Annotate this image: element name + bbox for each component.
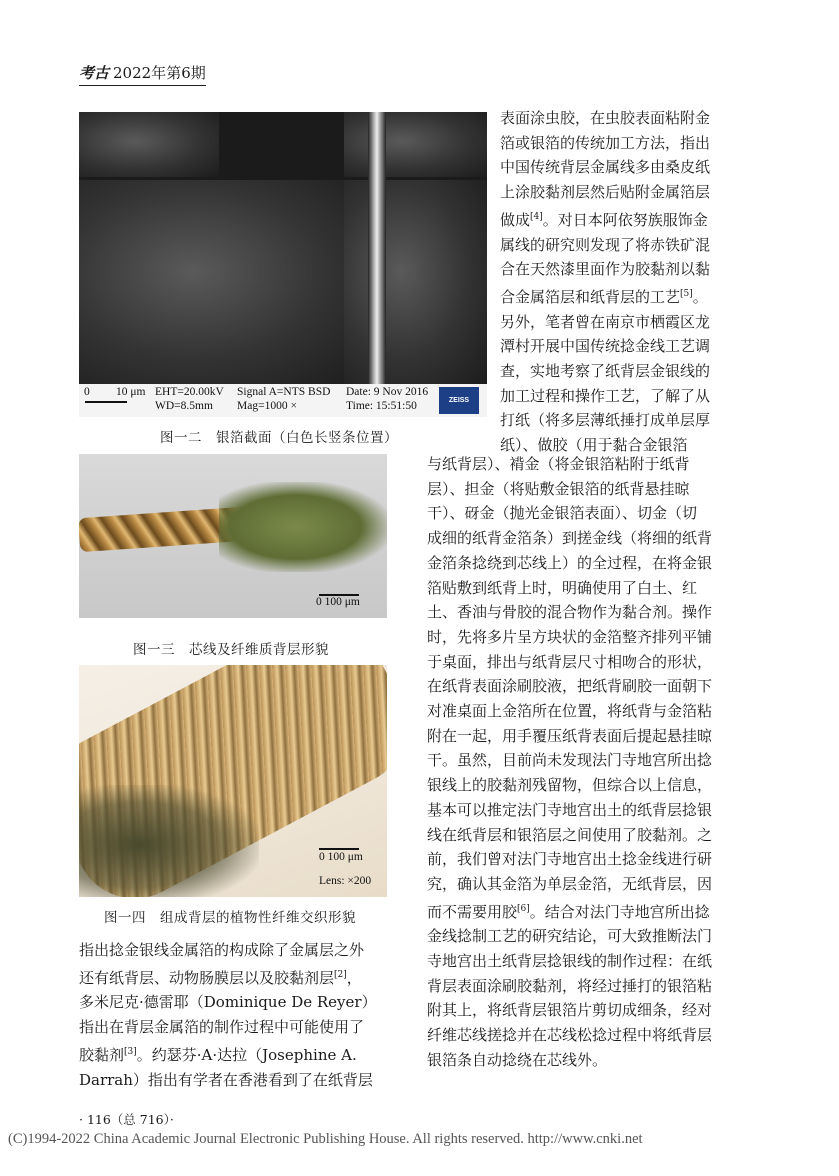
text-line: 做成[4]。对日本阿依努族服饰金	[500, 210, 708, 229]
text-line: 纸）、做胶（用于黏合金银箔	[500, 436, 688, 455]
text-line: 金线捻制工艺的研究结论，可大致推断法门	[427, 927, 713, 946]
text-line: 而不需要用胶[6]。结合对法门寺地宫所出捻	[427, 902, 710, 921]
text-line: 线在纸背层和银箔层之间使用了胶黏剂。之	[427, 825, 713, 844]
sem-image	[79, 112, 487, 417]
text-line: 另外，笔者曾在南京市栖霞区龙	[500, 312, 711, 331]
fiber-backing	[219, 482, 387, 572]
text-line: 层）、担金（将贴敷金银箔的纸背悬挂晾	[427, 479, 690, 498]
scale-bar	[85, 401, 127, 403]
left-column-text	[79, 938, 399, 1092]
text-line: 查，实地考察了纸背层金银线的	[500, 362, 711, 381]
text-line: 指出捻金银线金属箔的构成除了金属层之外	[79, 941, 365, 959]
scale-bar	[319, 848, 359, 850]
sem-panel	[344, 112, 487, 177]
text-line: 究，确认其金箔为单层金箔，无纸背层，因	[427, 874, 713, 893]
text-line: 属线的研究则发现了将赤铁矿混	[500, 235, 711, 254]
dark-region	[79, 785, 259, 897]
sem-panel	[344, 180, 487, 384]
text-line: 合金属箔层和纸背层的工艺[5]。	[500, 287, 708, 306]
sem-panel	[79, 112, 219, 177]
text-line: 基本可以推定法门寺地宫出土的纸背层捻银	[427, 800, 713, 819]
text-line: 寺地宫出土纸背层捻银线的制作过程：在纸	[427, 952, 713, 971]
scale-bar	[319, 594, 359, 596]
text-line: 箔或银箔的传统加工方法，指出	[500, 133, 711, 152]
date-value: Date: 9 Nov 2016	[346, 386, 429, 398]
journal-header	[79, 62, 206, 86]
scale-label: 0 100 μm	[316, 596, 360, 608]
fiber-image	[79, 665, 387, 897]
text-line: 于桌面，排出与纸背层尺寸相吻合的形状，	[427, 652, 713, 671]
zeiss-logo: ZEISS	[439, 387, 479, 414]
copyright-footer: (C)1994-2022 China Academic Journal Electronic Publishing House. All rights reserved. http://www.cnki.net	[8, 1131, 643, 1147]
text-line: 还有纸背层、动物肠膜层以及胶黏剂层[2]，	[79, 968, 362, 987]
scale-label: 0 100 μm	[319, 851, 363, 863]
text-line: 银线上的胶黏剂残留物，但综合以上信息，	[427, 776, 713, 795]
sem-panel	[79, 180, 365, 384]
text-line: 胶黏剂[3]。约瑟芬·A·达拉（Josephine A.	[79, 1045, 357, 1064]
figure-13-caption: 图一三 芯线及纤维质背层形貌	[133, 642, 329, 658]
text-line: 金箔条捻绕到芯线上）的全过程，在将金银	[427, 553, 713, 572]
lens-label: Lens: ×200	[319, 875, 372, 887]
sem-info-bar	[79, 384, 487, 417]
figure-12-caption: 图一二 银箔截面（白色长竖条位置）	[160, 430, 398, 446]
text-line: 表面涂虫胶，在虫胶表面粘附金	[500, 109, 711, 127]
thread-image	[79, 454, 387, 618]
text-line: 银箔条自动捻绕在芯线外。	[427, 1050, 608, 1069]
wd-value: WD=8.5mm	[155, 400, 213, 412]
text-line: 时，先将多片呈方块状的金箔整齐排列平铺	[427, 627, 713, 646]
silver-foil-strip	[368, 112, 386, 384]
text-line: 与纸背层）、褙金（将金银箔粘附于纸背	[427, 455, 690, 473]
page-number: · 116（总 716）·	[79, 1112, 174, 1127]
text-line: 多米尼克·德雷耶（Dominique De Reyer）	[79, 993, 377, 1012]
text-line: 土、香油与骨胶的混合物作为黏合剂。操作	[427, 603, 713, 622]
scale-zero: 0	[84, 386, 90, 398]
text-line: 成细的纸背金箔条）到搓金线（将细的纸背	[427, 529, 713, 548]
mag-value: Mag=1000 ×	[237, 400, 297, 412]
text-line: 对准桌面上金箔所在位置，将纸背与金箔粘	[427, 702, 713, 721]
eht-value: EHT=20.00kV	[155, 386, 224, 398]
text-line: 打纸（将多层薄纸捶打成单层厚	[500, 411, 711, 430]
text-line: 背层表面涂刷胶黏剂，将经过捶打的银箔粘	[427, 976, 713, 995]
time-value: Time: 15:51:50	[346, 400, 417, 412]
text-line: 附其上，将纸背层银箔片剪切成细条，经对	[427, 1001, 713, 1020]
text-line: 加工过程和操作工艺，了解了从	[500, 386, 711, 405]
text-line: 合在天然漆里面作为胶黏剂以黏	[500, 260, 711, 279]
signal-value: Signal A=NTS BSD	[237, 386, 331, 398]
text-line: 干。虽然，目前尚未发现法门寺地宫所出捻	[427, 751, 713, 770]
text-line: Darrah）指出有学者在香港看到了在纸背层	[79, 1070, 373, 1089]
figure-14-caption: 图一四 组成背层的植物性纤维交织形貌	[104, 910, 356, 926]
scale-length: 10 μm	[116, 386, 146, 398]
text-line: 干）、砑金（抛光金银箔表面）、切金（切	[427, 504, 698, 523]
right-column-wide-text	[427, 452, 747, 1073]
text-line: 在纸背表面涂刷胶液，把纸背刷胶一面朝下	[427, 677, 713, 696]
text-line: 附在一起，用手覆压纸背表面后提起悬挂晾	[427, 726, 713, 745]
text-line: 纤维芯线搓捻并在芯线松捻过程中将纸背层	[427, 1026, 713, 1045]
text-line: 中国传统背层金属线多由桑皮纸	[500, 158, 711, 177]
right-column-text	[500, 106, 740, 458]
text-line: 潭村开展中国传统捻金线工艺调	[500, 337, 711, 356]
text-line: 指出在背层金属箔的制作过程中可能使用了	[79, 1018, 365, 1037]
issue-label: 2022年第6期	[113, 64, 206, 82]
text-line: 箔贴敷到纸背上时，明确使用了白土、红	[427, 578, 698, 597]
text-line: 前，我们曾对法门寺地宫出土捻金线进行研	[427, 850, 713, 869]
journal-logo: 考古	[79, 64, 110, 82]
text-line: 上涂胶黏剂层然后贴附金属箔层	[500, 183, 711, 202]
